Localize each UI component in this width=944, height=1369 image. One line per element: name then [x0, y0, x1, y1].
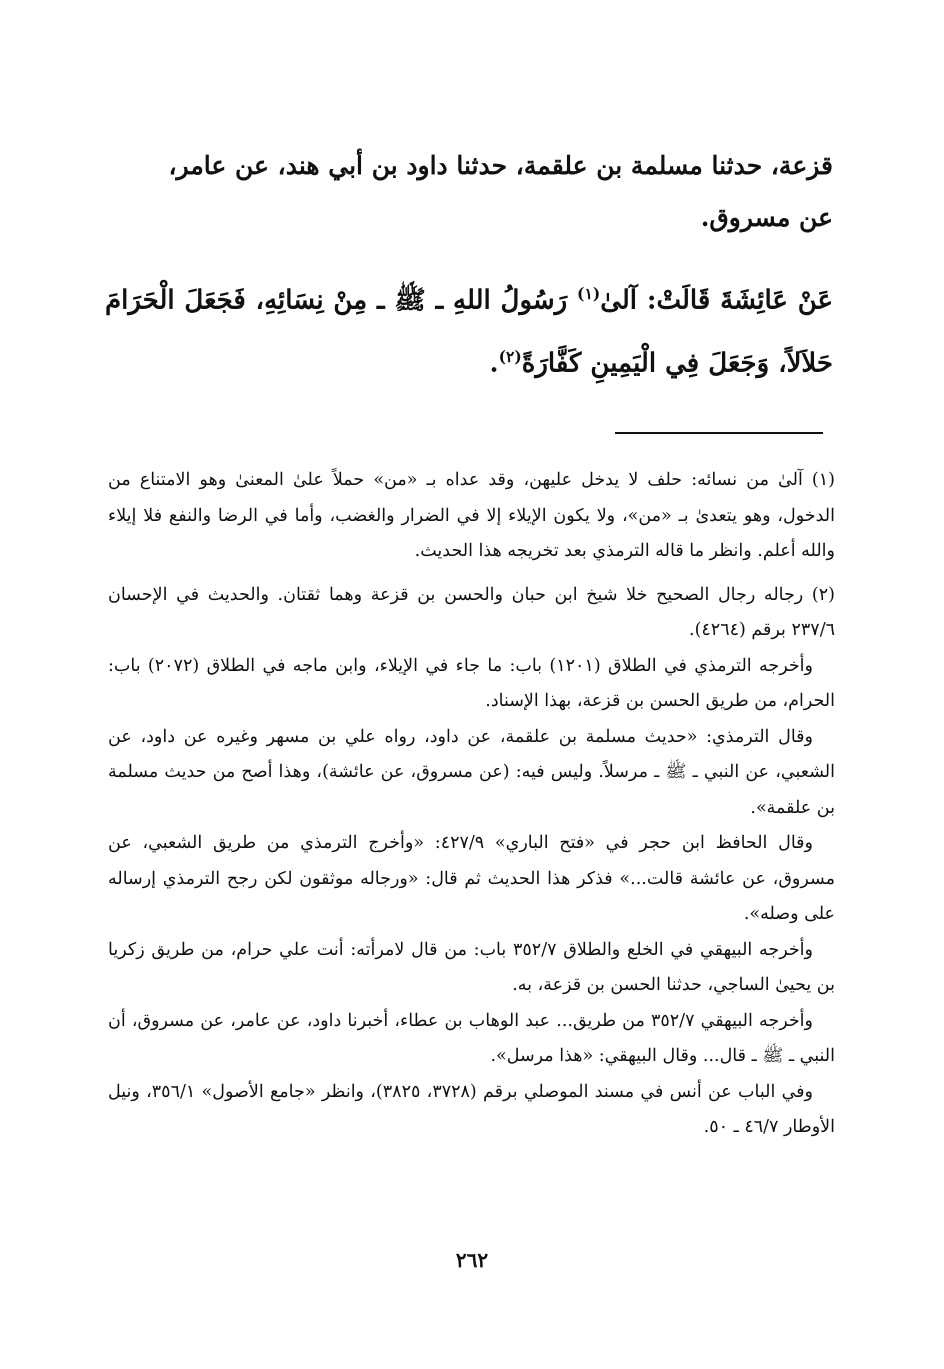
footnotes	[108, 463, 835, 1154]
footnote-1-text	[108, 463, 835, 570]
isnad-line-2: عن مسروق.	[700, 203, 833, 232]
footnote-1-body: آلىٰ من نسائه: حلف لا يدخل عليهن، وقد عداه بـ «من» حملاً علىٰ المعنىٰ وهو الامتناع من الدخول، وهو يتعدىٰ بـ «من»، ولا يكون الإيلاء إلا في الضرار والغضب، وأما في الرضا والنفع فلا إيلاء والله أعلم. وانظر ما قاله الترمذي بعد تخريجه هذا الحديث.	[108, 470, 835, 561]
hadith-end-mark: .	[489, 348, 499, 379]
footnote-ref-1: (١)	[577, 284, 601, 303]
footnote-2-para-5: وأخرجه البيهقي في الخلع والطلاق ٣٥٢/٧ باب: من قال لامرأته: أنت علي حرام، من طريق زكريا بن يحيىٰ الساجي، حدثنا الحسن بن قزعة، به.	[108, 939, 835, 995]
page-number: ٢٦٢	[455, 1248, 489, 1272]
hadith-text-part-b: رَسُولُ اللهِ ـ ﷺ ـ مِنْ نِسَائِهِ، فَجَعَلَ الْحَرَامَ حَلاَلاً، وَجَعَلَ فِي الْيَمِينِ كَفَّارَةً	[105, 285, 833, 379]
footnote-2-para-4: وقال الحافظ ابن حجر في «فتح الباري» ٤٢٧/٩: «وأخرج الترمذي من طريق الشعبي، عن مسروق، عن عائشة قالت...» فذكر هذا الحديث ثم قال: «ورجاله موثقون لكن رجح الترمذي إرساله على وصله».	[108, 833, 835, 924]
footnote-2	[108, 578, 835, 1146]
footnote-2-para-3: وقال الترمذي: «حديث مسلمة بن علقمة، عن داود، رواه علي بن مسهر وغيره عن داود، عن الشعبي، عن النبي ـ ﷺ ـ مرسلاً. وليس فيه: (عن مسروق، عن عائشة)، وهذا أصح من حديث مسلمة بن علقمة».	[108, 726, 835, 818]
footnote-ref-2: (٢)	[498, 346, 522, 366]
footnote-1	[108, 463, 835, 570]
footnote-2-para-7: وفي الباب عن أنس في مسند الموصلي برقم (٣٧٢٨، ٣٨٢٥)، وانظر «جامع الأصول» ٣٥٦/١، ونيل الأوطار ٤٦/٧ ـ ٥٠.	[108, 1081, 835, 1137]
hadith-text	[105, 266, 833, 391]
footnote-2-body: رجاله رجال الصحيح خلا شيخ ابن حبان والحسن بن قزعة وهما ثقتان. والحديث في الإحسان ٢٣٧/٦ برقم (٤٢٦٤).	[108, 584, 835, 640]
footnote-2-para-6: وأخرجه البيهقي ٣٥٢/٧ من طريق... عبد الوهاب بن عطاء، أخبرنا داود، عن عامر، عن مسروق، أن النبي ـ ﷺ ـ قال... وقال البيهقي: «هذا مرسل».	[108, 1010, 835, 1066]
isnad-line-1: قزعة، حدثنا مسلمة بن علقمة، حدثنا داود بن أبي هند، عن عامر،	[168, 151, 833, 180]
main-text	[105, 140, 833, 391]
footnote-2-para-2: وأخرجه الترمذي في الطلاق (١٢٠١) باب: ما جاء في الإيلاء، وابن ماجه في الطلاق (٢٠٧٢) باب: الحرام، من طريق الحسن بن قزعة، بهذا الإسناد.	[108, 655, 835, 711]
hadith-text-part-a: عَنْ عَائِشَةَ قَالَتْ: آلىٰ	[600, 285, 833, 316]
footnote-separator	[615, 432, 823, 434]
footnote-2-para-1	[108, 578, 835, 649]
footnote-1-marker: (١)	[811, 470, 835, 490]
footnote-2-marker: (٢)	[811, 584, 835, 605]
